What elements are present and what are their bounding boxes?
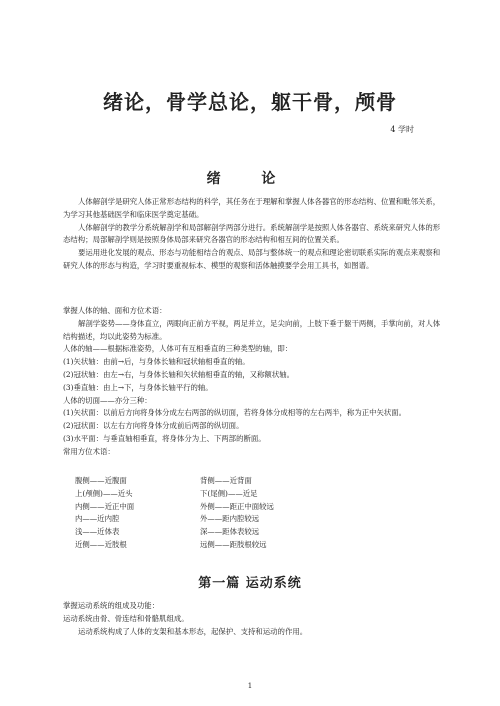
intro-text	[63, 196, 441, 273]
page-title: 绪论，骨学总论，躯干骨，颅骨	[103, 90, 397, 114]
term-item: 背侧——近背面	[200, 476, 252, 485]
paragraph: 常用方位术语：	[63, 446, 115, 456]
paragraph: 人体解剖学的教学分系统解剖学和局部解剖学两部分进行。系统解剖学是按照人体各器官、系统来研究人体的形态结构；局部解剖学则是按照身体局部来研究各器官的形态结构和相互间的位置关系。	[63, 222, 441, 245]
paragraph: (3)垂直轴：由上→下，与身体长轴平行的轴。	[63, 382, 213, 392]
term-item: 近侧——近肢根	[75, 539, 127, 549]
paragraph: (2)冠状轴：由左→右，与身体长轴和矢状轴相垂直的轴，又称额状轴。	[63, 369, 294, 379]
page-number: 1	[247, 682, 253, 690]
paragraph: (1)矢状轴：由前→后，与身体长轴和冠状轴相垂直的轴。	[63, 357, 250, 367]
term-item: 上(颅侧)——近头	[75, 488, 133, 498]
paragraph: 人体的轴——根据标准姿势，人体可有互相垂直的三种类型的轴，即：	[63, 344, 293, 354]
term-item: 内侧——近正中面	[75, 501, 135, 511]
paragraph: 人体的切面——亦分三种：	[63, 395, 152, 405]
term-item: 下(尾侧)——近足	[200, 488, 258, 498]
paragraph: 掌握人体的轴、面和方位术语：	[63, 306, 167, 315]
term-item: 外——距内腔较远	[200, 514, 260, 524]
paragraph: 要运用进化发展的观点、形态与功能相结合的观点、局部与整体统一的观点和理论密切联系实际的观点来观察和研究人体的形态与构造，学习时要重视标本、模型的观察和活体触摸要学会用工具书，如图谱。	[63, 248, 441, 270]
paragraph: 掌握运动系统的组成及功能：	[63, 601, 160, 610]
paragraph: (1)矢状面：以前后方向将身体分成左右两部的纵切面，若将身体分成相等的左右两半，称为正中矢状面。	[63, 408, 407, 418]
paragraph: (2)冠状面：以左右方向将身体分成前后两部的纵切面。	[63, 421, 244, 431]
terms-right-column	[200, 475, 274, 552]
motion-system-text	[63, 600, 441, 638]
section-heading-motion-system: 第一篇 运动系统	[198, 576, 302, 591]
term-item: 外侧——距正中面较远	[200, 501, 274, 511]
term-item: 内——近内腔	[75, 514, 120, 524]
paragraph: (3)水平面：与垂直轴相垂直，将身体分为上、下两部的断面。	[63, 433, 266, 443]
section-heading-intro: 绪 论	[206, 171, 294, 187]
paragraph: 运动系统构成了人体的支架和基本形态，起保护、支持和运动的作用。	[78, 626, 308, 636]
term-item: 浅——近体表	[75, 527, 120, 537]
class-hours: 4 学时	[390, 125, 414, 134]
paragraph: 人体解剖学是研究人体正常形态结构的科学，其任务在于理解和掌握人体各器官的形态结构、位置和毗邻关系，为学习其他基础医学和临床医学奠定基础。	[63, 197, 441, 219]
term-item: 深——距体表较远	[200, 527, 260, 537]
terms-left-column	[75, 475, 134, 552]
term-item: 远侧——距肢根较远	[200, 539, 267, 549]
paragraph: 解剖学姿势——身体直立，两眼向正前方平视，两足并立，足尖向前，上肢下垂于躯干两侧，手掌向前，对人体结构描述，均以此姿势为标准。	[63, 318, 441, 341]
axis-plane-section	[63, 305, 441, 459]
paragraph: 运动系统由骨、骨连结和骨骼肌组成。	[63, 613, 189, 623]
term-item: 腹侧——近腹面	[75, 476, 127, 485]
